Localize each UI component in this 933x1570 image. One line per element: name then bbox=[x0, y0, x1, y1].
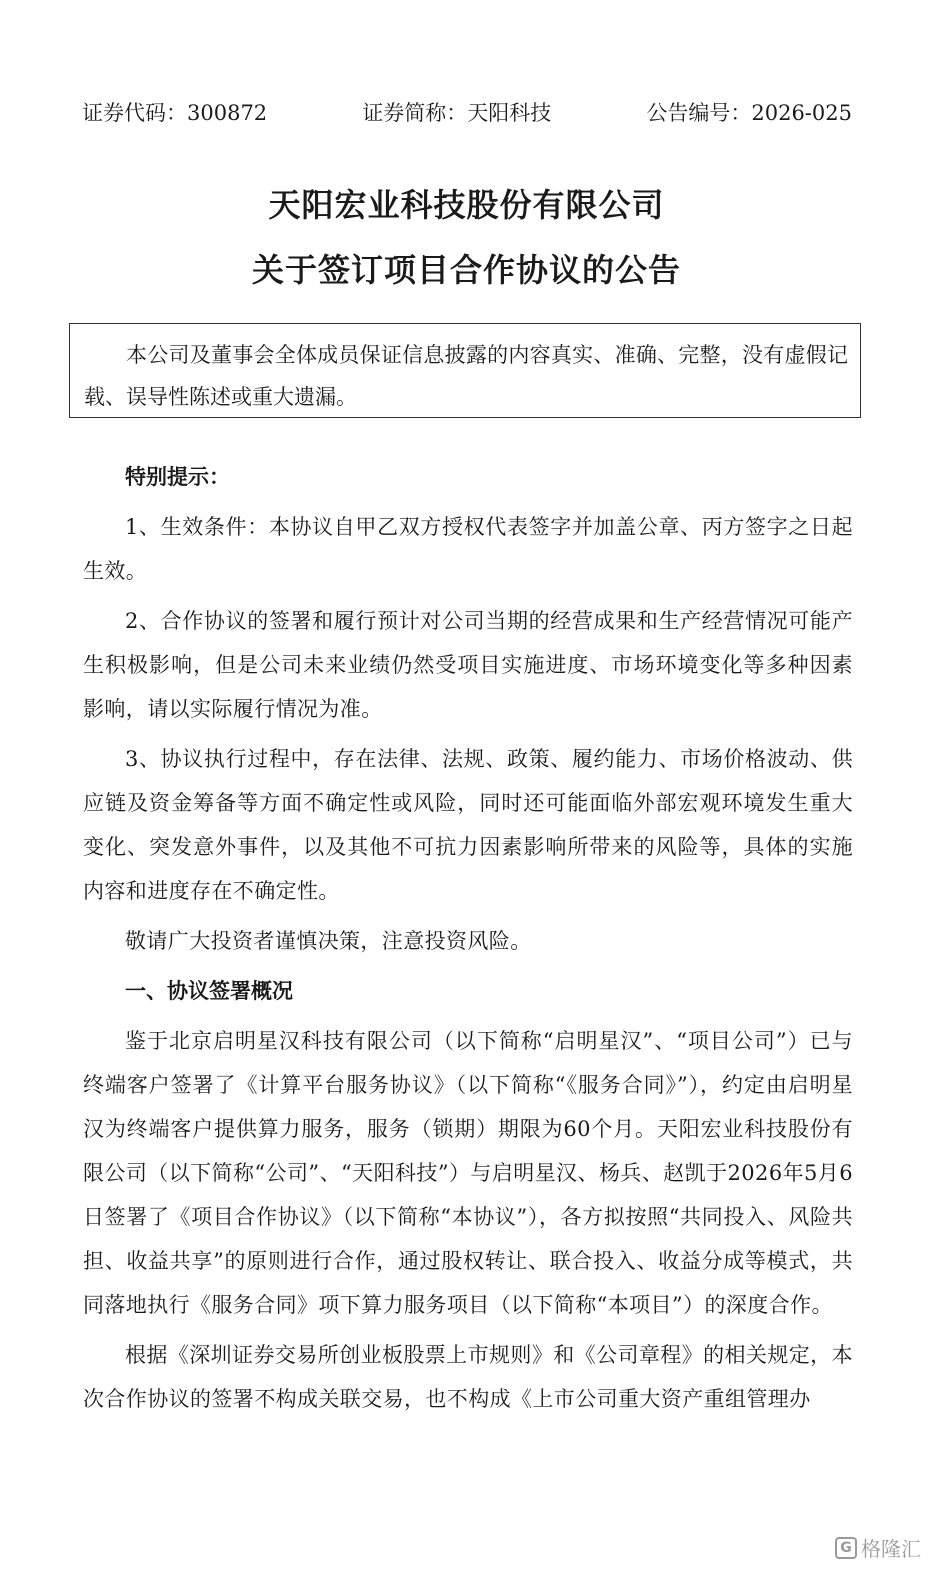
section-1-heading: 一、协议签署概况 bbox=[125, 979, 293, 1003]
stock-short-name: 证券简称：天阳科技 bbox=[362, 101, 552, 125]
watermark-brand: 格隆汇 bbox=[861, 1537, 921, 1561]
special-notice-heading: 特别提示： bbox=[125, 465, 230, 489]
investor-warning: 敬请广大投资者谨慎决策，注意投资风险。 bbox=[125, 929, 532, 953]
watermark bbox=[835, 1533, 921, 1562]
special-notice-item-2: 2、合作协议的签署和履行预计对公司当期的经营成果和生产经营情况可能产生积极影响，但是公司未来业绩仍然受项目实施进度、市场环境变化等多种因素影响，请以实际履行情况为准。 bbox=[83, 609, 853, 721]
document-title-line2: 关于签订项目合作协议的公告 bbox=[251, 251, 681, 289]
special-notice-item-1: 1、生效条件：本协议自甲乙双方授权代表签字并加盖公章、丙方签字之日起生效。 bbox=[83, 515, 853, 583]
disclosure-statement-box bbox=[69, 323, 861, 418]
disclosure-statement: 本公司及董事会全体成员保证信息披露的内容真实、准确、完整，没有虚假记载、误导性陈述或重大遗漏。 bbox=[84, 343, 848, 409]
document-body bbox=[83, 455, 853, 1427]
gelonghui-logo-icon: G bbox=[835, 1537, 857, 1559]
notice-number: 公告编号：2026-025 bbox=[646, 101, 852, 125]
section-1-paragraph-1: 鉴于北京启明星汉科技有限公司（以下简称“启明星汉”、“项目公司”）已与终端客户签署了《计算平台服务协议》（以下简称“《服务合同》”），约定由启明星汉为终端客户提供算力服务，服务（锁期）期限为60个月。天阳宏业科技股份有限公司（以下简称“公司”、“天阳科技”）与启明星汉、杨兵、赵凯于2026年5月6日签署了《项目合作协议》（以下简称“本协议”），各方拟按照“共同投入、风险共担、收益共享”的原则进行合作，通过股权转让、联合投入、收益分成等模式，共同落地执行《服务合同》项下算力服务项目（以下简称“本项目”）的深度合作。 bbox=[83, 1029, 853, 1317]
special-notice-item-3: 3、协议执行过程中，存在法律、法规、政策、履约能力、市场价格波动、供应链及资金筹备等方面不确定性或风险，同时还可能面临外部宏观环境发生重大变化、突发意外事件，以及其他不可抗力因素影响所带来的风险等，具体的实施内容和进度存在不确定性。 bbox=[83, 747, 853, 903]
document-title-line1: 天阳宏业科技股份有限公司 bbox=[268, 186, 665, 224]
section-1-paragraph-2: 根据《深圳证券交易所创业板股票上市规则》和《公司章程》的相关规定，本次合作协议的签署不构成关联交易，也不构成《上市公司重大资产重组管理办 bbox=[83, 1343, 853, 1411]
stock-code: 证券代码：300872 bbox=[82, 101, 268, 125]
document-header bbox=[82, 98, 852, 128]
